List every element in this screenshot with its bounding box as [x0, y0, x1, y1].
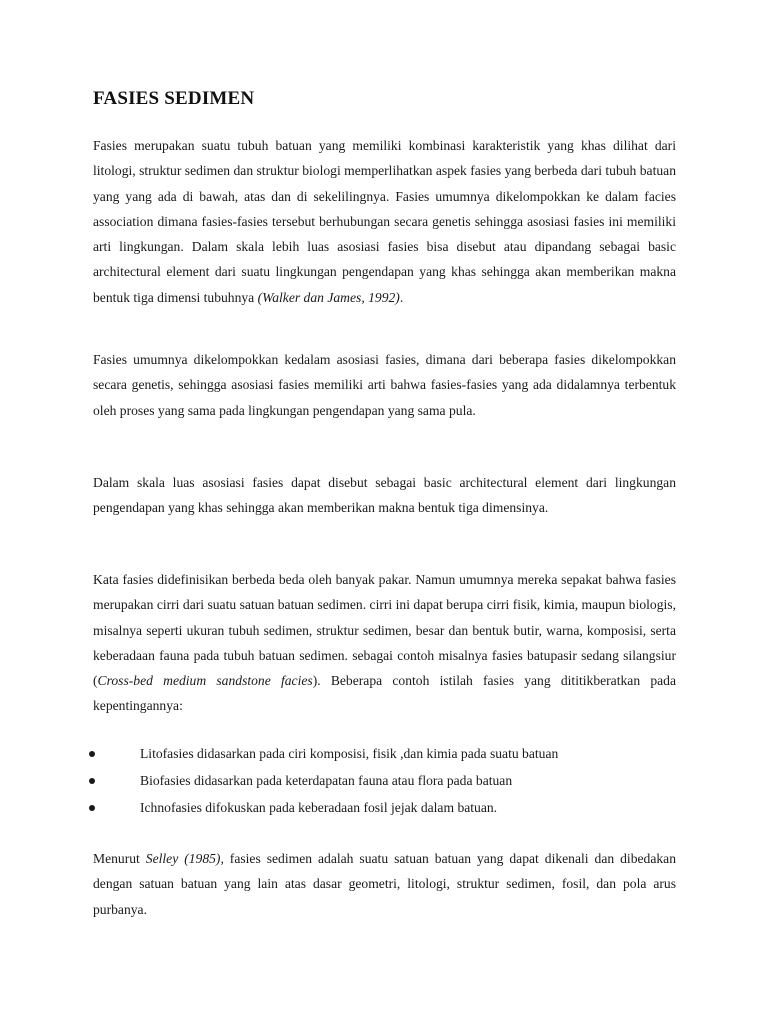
facies-types-list [93, 741, 676, 822]
paragraph-text: fasies sedimen adalah suatu satuan batuan yang dapat dikenali dan dibedakan dengan satuan batuan yang lain atas dasar geometri, litologi, struktur sedimen, fosil, dan pola arus purbanya. [93, 851, 676, 917]
paragraph-end: . [399, 289, 404, 305]
list-item [93, 768, 676, 795]
paragraph-facies-association: Fasies umumnya dikelompokkan kedalam asosiasi fasies, dimana dari beberapa fasies dikelompokkan secara genetis, sehingga asosiasi fasies memiliki arti bahwa fasies-fasies yang ada didalamnya terbentuk oleh proses yang sama pada lingkungan pengendapan yang sama pula. [93, 352, 676, 418]
list-item-text: Litofasies didasarkan pada ciri komposisi, fisik ,dan kimia pada suatu batuan [140, 746, 559, 761]
paragraph-start: Menurut [93, 851, 146, 866]
paragraph-selley-definition [93, 846, 676, 922]
citation-selley: Selley (1985), [145, 851, 224, 866]
list-item-text: Ichnofasies difokuskan pada keberadaan fosil jejak dalam batuan. [140, 800, 498, 815]
bullet-icon [89, 778, 95, 784]
paragraph-text: Kata fasies didefinisikan berbeda beda oleh banyak pakar. Namun umumnya mereka sepakat bahwa fasies merupakan cirri dari suatu satuan batuan sedimen. cirri ini dapat berupa cirri fisik, kimia, maupun biologis, misalnya seperti ukuran tubuh sedimen, struktur sedimen, besar dan bentuk butir, warna, komposisi, serta keberadaan fauna pada tubuh batuan sedimen. sebagai contoh misalnya fasies batupasir sedang silangsiur ( [93, 572, 676, 689]
citation-walker-james: (Walker dan James, 1992) [257, 289, 400, 305]
list-item [93, 795, 676, 822]
paragraph-facies-characteristics [93, 567, 676, 719]
list-item-text: Biofasies didasarkan pada keterdapatan fauna atau flora pada batuan [140, 773, 513, 788]
italic-example-term: Cross-bed medium sandstone facies [97, 673, 313, 689]
bullet-icon [89, 805, 95, 811]
paragraph-definition [93, 133, 676, 310]
paragraph-text: Fasies merupakan suatu tubuh batuan yang memiliki kombinasi karakteristik yang khas dilihat dari litologi, struktur sedimen dan struktur biologi memperlihatkan aspek fasies yang berbeda dari tubuh batuan yang yang ada di bawah, atas dan di sekelilingnya. Fasies umumnya dikelompokkan ke dalam facies association dimana fasies-fasies tersebut berhubungan secara genetis sehingga asosiasi fasies ini memiliki arti lingkungan. Dalam skala lebih luas asosiasi fasies bisa disebut atau dipandang sebagai basic architectural element dari suatu lingkungan pengendapan yang khas sehingga akan memberikan makna bentuk tiga dimensi tubuhnya [93, 138, 676, 305]
paragraph-end: ). Beberapa contoh istilah fasies yang dititikberatkan pada kepentingannya: [93, 673, 676, 714]
list-item [93, 741, 676, 768]
paragraph-architectural-element: Dalam skala luas asosiasi fasies dapat disebut sebagai basic architectural element dari lingkungan pengendapan yang khas sehingga akan memberikan makna bentuk tiga dimensinya. [93, 475, 676, 516]
document-title: FASIES SEDIMEN [93, 88, 255, 109]
bullet-icon [89, 751, 95, 757]
